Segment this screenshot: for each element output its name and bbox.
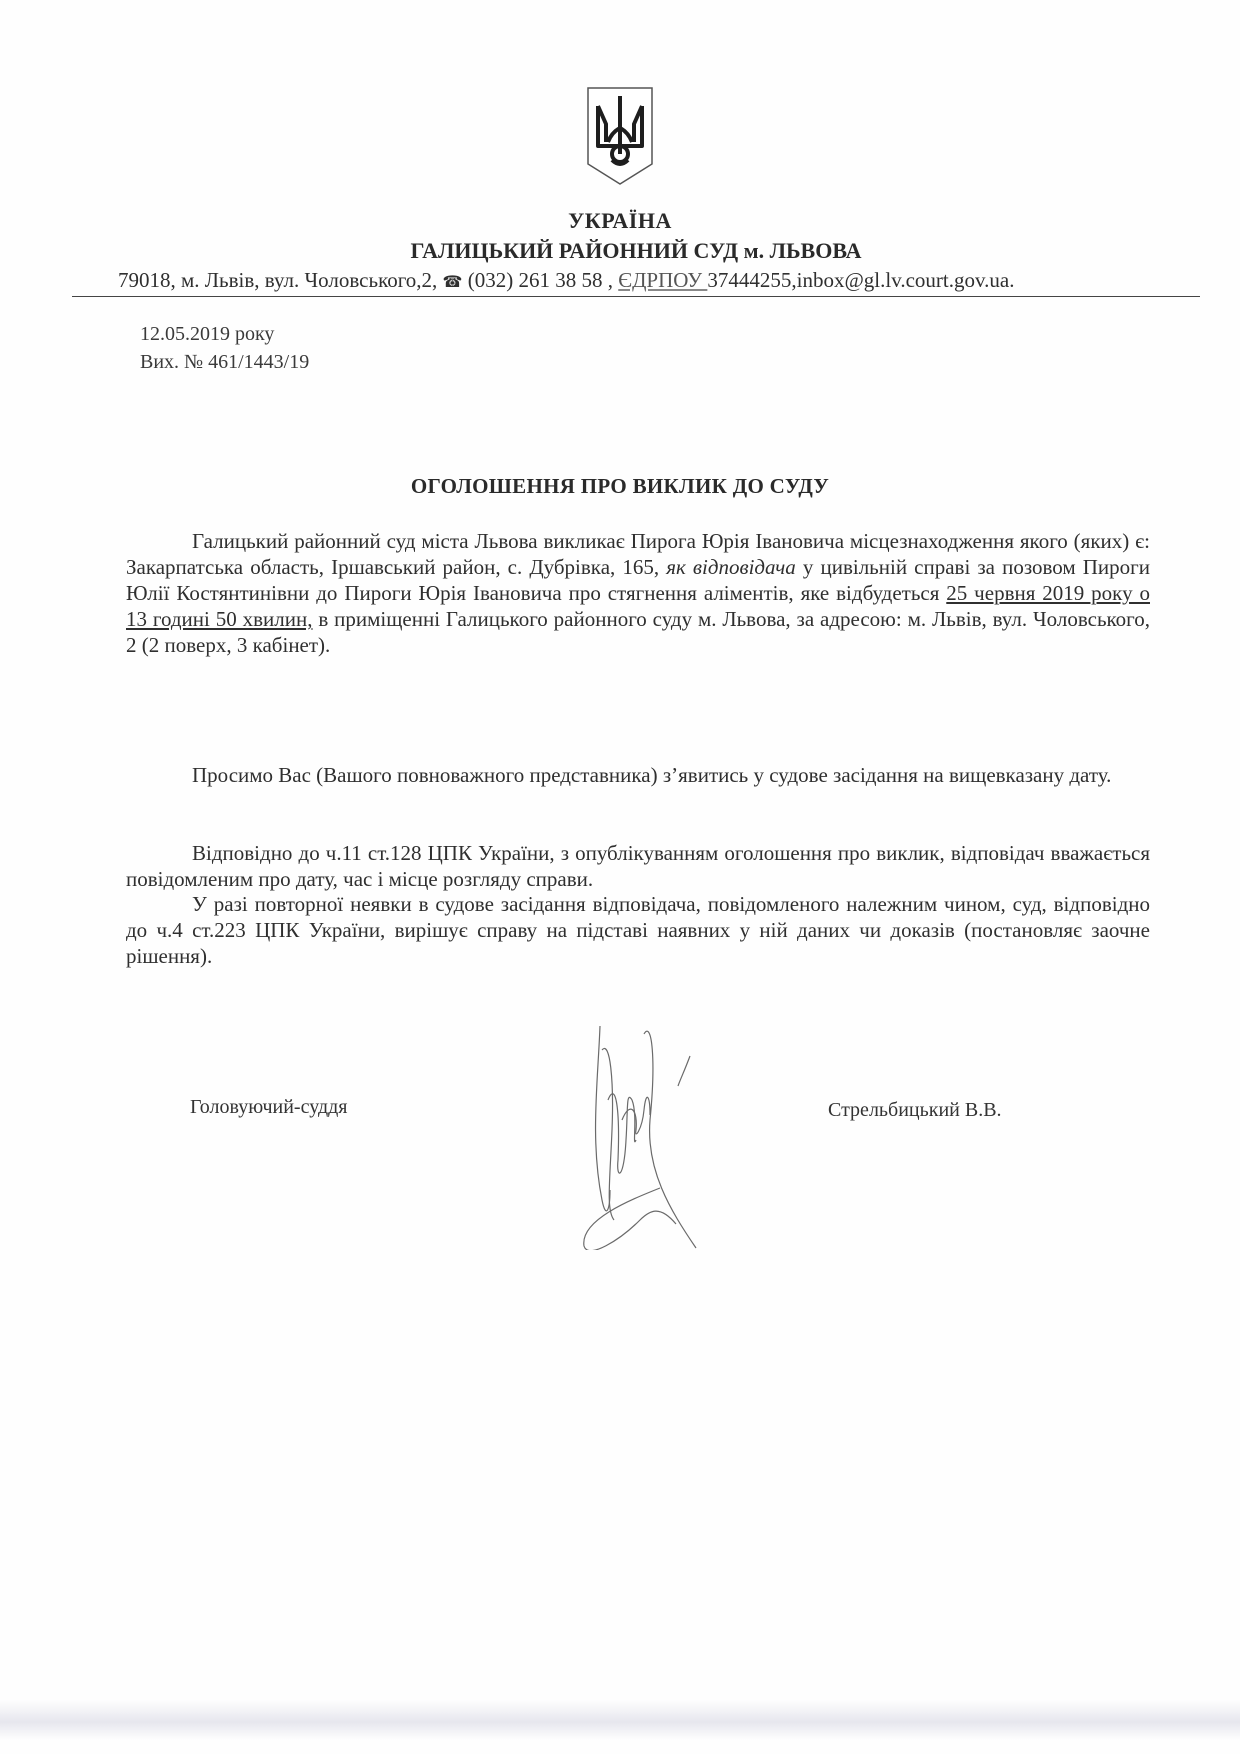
- court-phone: (032) 261 38 58 ,: [467, 268, 613, 292]
- edrpou-label: ЄДРПОУ: [618, 268, 708, 292]
- document-title: ОГОЛОШЕННЯ ПРО ВИКЛИК ДО СУДУ: [410, 474, 830, 498]
- summons-text-c: в приміщенні Галицького районного суду м. Львова, за адресою: м. Львів, вул. Чоловського, 2 (2 поверх, 3 кабінет).: [126, 607, 1150, 657]
- court-name: ГАЛИЦЬКИЙ РАЙОННИЙ СУД м. ЛЬВОВА: [410, 238, 862, 263]
- outgoing-number: Вих. № 461/1443/19: [140, 351, 310, 373]
- defendant-role: як відповідача: [666, 555, 796, 579]
- handwritten-signature-icon: [580, 1020, 740, 1250]
- legal-notice-text: Відповідно до ч.11 ст.128 ЦПК України, з опублікуванням оголошення про виклик, відповідач вважається повідомленим про дату, час і місце розгляду справи.: [126, 841, 1150, 891]
- letterhead-divider: [72, 296, 1200, 297]
- ukraine-coat-of-arms-icon: [584, 84, 656, 188]
- edrpou-and-email: 37444255,inbox@gl.lv.court.gov.ua.: [707, 268, 1015, 292]
- appearance-request-paragraph: [126, 762, 1150, 788]
- telephone-icon: ☎: [442, 272, 463, 291]
- signatory-position: Головуючий-суддя: [190, 1096, 348, 1118]
- summons-paragraph: [126, 528, 1150, 658]
- default-judgment-text: У разі повторної неявки в судове засідання відповідача, повідомленого належним чином, суд, відповідно до ч.4 ст.223 ЦПК України, вирішує справу на підставі наявних у ній даних чи доказів (постановляє заочне рішення).: [126, 892, 1150, 968]
- court-contact-line: [118, 268, 1014, 293]
- legal-notice-paragraph: [126, 840, 1150, 892]
- court-address: 79018, м. Львів, вул. Чоловського,2,: [118, 268, 438, 292]
- summons-text-a: Галицький районний суд міста Львова викликає Пирога Юрія Івановича місцезнаходження якого (яких) є: Закарпатська область, Іршавський район, с. Дубрівка, 165,: [126, 529, 1150, 579]
- appearance-request-text: Просимо Вас (Вашого повноважного представника) з’явитись у судове засідання на вищевказану дату.: [192, 763, 1112, 787]
- hearing-datetime: 25 червня 2019 року о 13 годині 50 хвилин,: [126, 581, 1150, 631]
- document-date: 12.05.2019 року: [140, 323, 275, 345]
- scan-artifact: [0, 1700, 1240, 1740]
- default-judgment-paragraph: [126, 891, 1150, 969]
- summons-text-b: у цивільній справі за позовом Пироги Юлії Костянтинівни до Пироги Юрія Івановича про стягнення аліментів, яке відбудеться: [126, 555, 1151, 605]
- signatory-name: Стрельбицький В.В.: [828, 1099, 1002, 1121]
- country-name: УКРАЇНА: [568, 208, 672, 233]
